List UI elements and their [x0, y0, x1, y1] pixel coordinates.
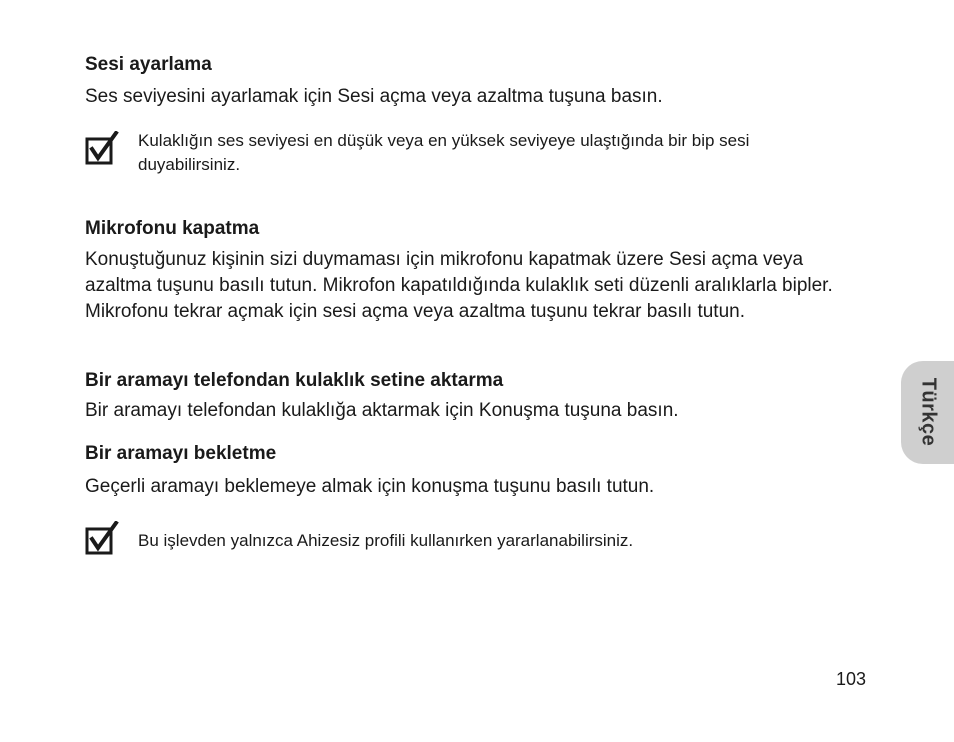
page-number: 103	[836, 669, 867, 689]
note-text-beep: Kulaklığın ses seviyesi en düşük veya en yüksek seviyeye ulaştığında bir bip sesi duyabilirsiniz.	[138, 131, 750, 174]
section-heading-mute: Mikrofonu kapatma	[85, 218, 260, 239]
checkmark-note-icon	[85, 131, 119, 165]
note-text-handsfree: Bu işlevden yalnızca Ahizesiz profili kullanırken yararlanabilirsiniz.	[138, 531, 634, 550]
section-body-volume: Ses seviyesini ayarlamak için Sesi açma veya azaltma tuşuna basın.	[85, 86, 663, 107]
language-side-tab-label: Türkçe	[917, 377, 940, 447]
section-heading-transfer: Bir aramayı telefondan kulaklık setine aktarma	[85, 370, 504, 391]
section-body-hold: Geçerli aramayı beklemeye almak için konuşma tuşunu basılı tutun.	[85, 476, 655, 497]
section-body-mute: Konuştuğunuz kişinin sizi duymaması için mikrofonu kapatmak üzere Sesi açma veya azaltma tuşunu basılı tutun. Mikrofon kapatıldığında kulaklık seti düzenli aralıklarla bipler. Mikrofonu tekrar açmak için sesi açma veya azaltma tuşunu tekrar basılı tutun.	[85, 249, 833, 322]
section-heading-volume: Sesi ayarlama	[85, 54, 212, 75]
checkmark-note-icon	[85, 521, 119, 555]
section-body-transfer: Bir aramayı telefondan kulaklığa aktarmak için Konuşma tuşuna basın.	[85, 400, 679, 421]
section-heading-hold: Bir aramayı bekletme	[85, 443, 277, 464]
